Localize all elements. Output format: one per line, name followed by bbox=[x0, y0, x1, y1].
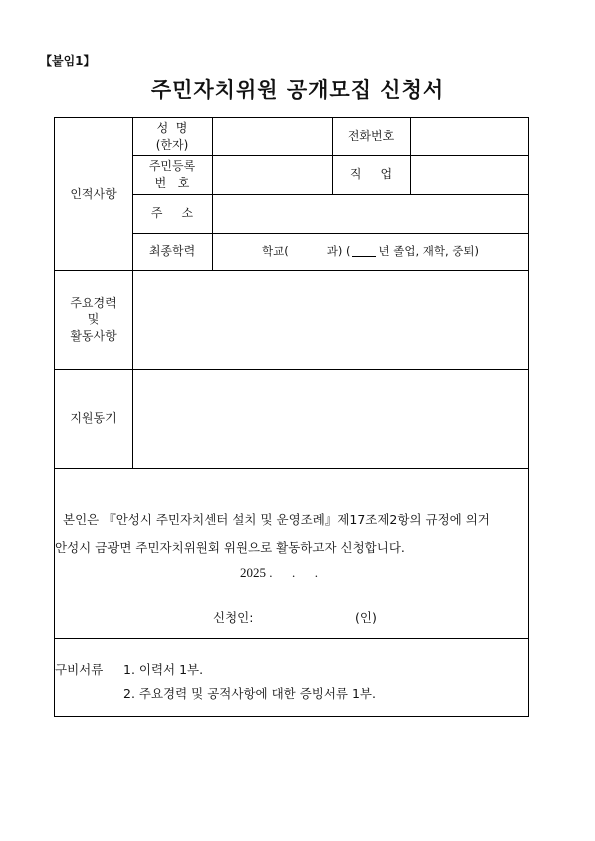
career-label: 주요경력 bbox=[70, 296, 117, 311]
statement-line-1: 본인은 『안성시 주민자치센터 설치 및 운영조례』제17조제2항의 규정에 의거 bbox=[63, 512, 490, 527]
phone-label: 전화번호 bbox=[347, 129, 395, 144]
name-sub-label: (한자) bbox=[155, 137, 189, 152]
documents-item-1: 1. 이력서 1부. bbox=[123, 662, 204, 677]
name-label-cell bbox=[132, 118, 212, 155]
rrn-label-cell bbox=[132, 155, 212, 194]
row-divider bbox=[55, 468, 528, 469]
education-dept: 과) ( bbox=[326, 243, 351, 258]
page-title: 주민자치위원 공개모집 신청서 bbox=[150, 78, 445, 102]
phone-input[interactable] bbox=[411, 118, 528, 155]
name-label: 성 명 bbox=[156, 121, 188, 136]
rrn-input[interactable] bbox=[213, 155, 332, 194]
rrn-label-2: 번 호 bbox=[154, 175, 190, 190]
job-label: 직 업 bbox=[349, 167, 393, 182]
job-input[interactable] bbox=[411, 155, 528, 194]
attachment-label: 【붙임1】 bbox=[40, 54, 96, 68]
rrn-label: 주민등록 bbox=[148, 159, 196, 174]
personal-section-label: 인적사항 bbox=[70, 186, 117, 201]
applicant-signature-field[interactable] bbox=[265, 604, 355, 624]
seal-mark: (인) bbox=[355, 610, 377, 625]
name-input[interactable] bbox=[213, 118, 332, 155]
education-label: 최종학력 bbox=[148, 244, 196, 259]
education-school: 학교( bbox=[262, 243, 289, 258]
address-input[interactable] bbox=[213, 194, 528, 233]
application-date: 2025 . . . bbox=[240, 565, 318, 580]
motive-input[interactable] bbox=[133, 369, 528, 468]
career-label-and: 및 bbox=[87, 312, 100, 327]
documents-label: 구비서류 bbox=[55, 662, 104, 677]
career-input[interactable] bbox=[133, 270, 528, 369]
career-label-cell bbox=[55, 270, 132, 369]
motive-label: 지원동기 bbox=[70, 411, 117, 426]
career-label-activities: 활동사항 bbox=[70, 328, 117, 343]
documents-item-2: 2. 주요경력 및 공적사항에 대한 증빙서류 1부. bbox=[123, 686, 376, 701]
education-input[interactable] bbox=[213, 233, 528, 270]
applicant-label: 신청인: bbox=[213, 610, 254, 625]
row-divider bbox=[55, 638, 528, 639]
education-status: 년 졸업, 재학, 중퇴) bbox=[378, 243, 479, 258]
graduation-year-blank bbox=[352, 246, 376, 257]
statement-line-2: 안성시 금광면 주민자치위원회 위원으로 활동하고자 신청합니다. bbox=[55, 540, 405, 555]
address-label: 주 소 bbox=[150, 206, 194, 221]
application-form bbox=[54, 117, 529, 717]
